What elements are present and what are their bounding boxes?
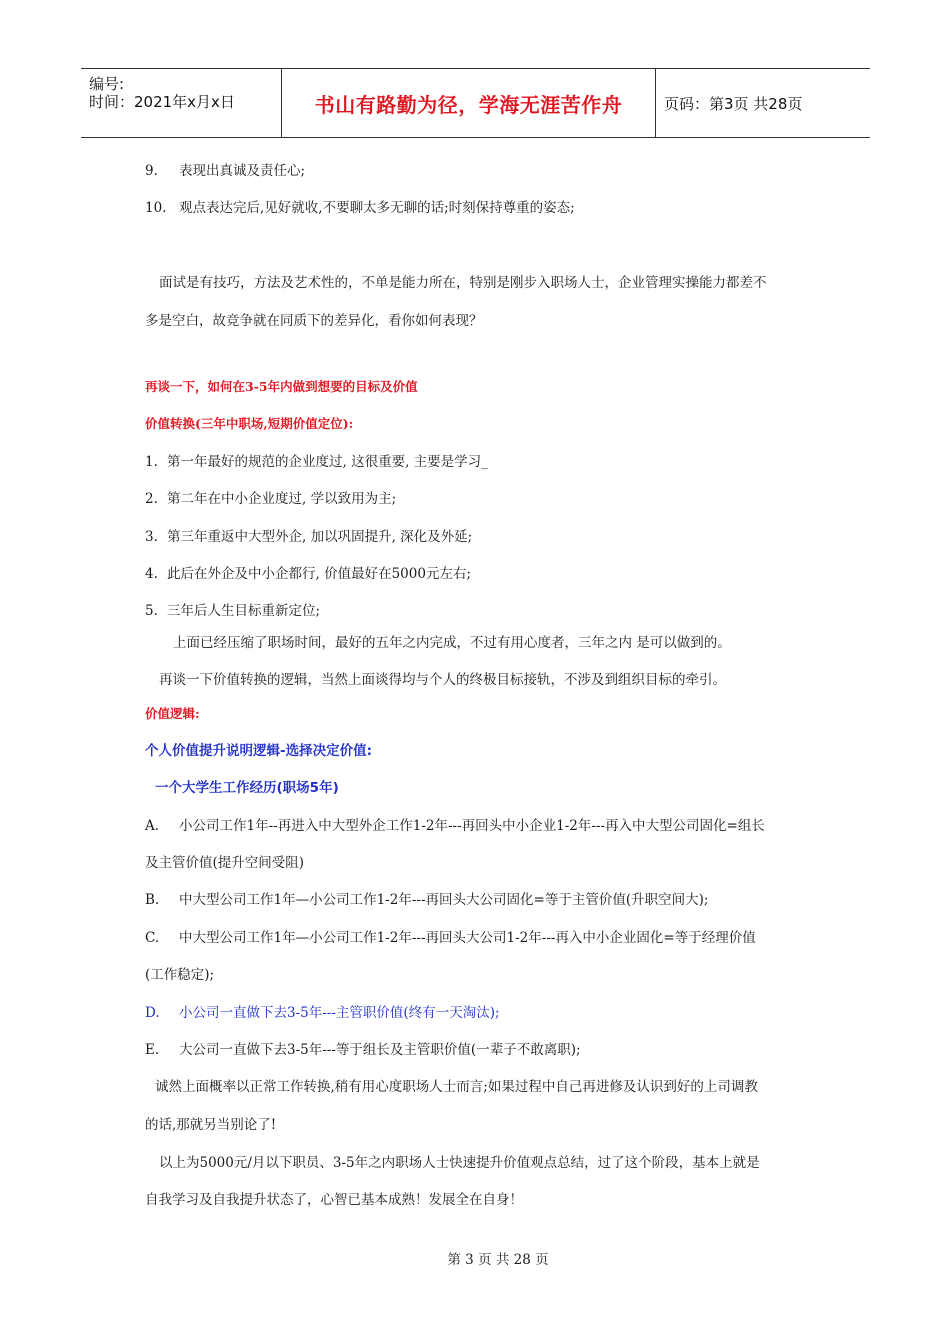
list-number: 2.	[145, 491, 158, 507]
paragraph-line: 上面已经压缩了职场时间，最好的五年之内完成，不过有用心度者，三年之内 是可以做到的。	[173, 635, 731, 651]
time-label: 时间：2021年x月x日	[89, 93, 235, 111]
option-text: 小公司一直做下去3-5年---主管职价值(终有一天淘汰);	[179, 1005, 500, 1021]
list-item	[145, 162, 305, 180]
paragraph-line: 面试是有技巧，方法及艺术性的，不单是能力所在，特别是刚步入职场人士，企业管理实操能力都差不	[159, 275, 767, 291]
list-number: 10.	[145, 200, 167, 216]
section-heading: 价值逻辑:	[145, 706, 200, 721]
code-label: 编号:	[89, 75, 125, 93]
option-a	[145, 817, 765, 835]
option-d	[145, 1004, 500, 1022]
list-text: 此后在外企及中小企都行, 价值最好在5000元左右;	[167, 566, 471, 582]
option-c-continued: (工作稳定);	[145, 967, 215, 983]
list-text: 第二年在中小企业度过, 学以致用为主;	[167, 491, 397, 507]
list-item	[145, 199, 575, 217]
list-number: 1.	[145, 454, 158, 470]
option-a-continued: 及主管价值(提升空间受阻)	[145, 855, 305, 871]
list-text: 第三年重返中大型外企, 加以巩固提升, 深化及外延;	[167, 529, 473, 545]
blue-subheading: 一个大学生工作经历(职场5年)	[155, 780, 339, 796]
paragraph-line: 的话,那就另当别论了!	[145, 1117, 277, 1133]
paragraph-line: 多是空白，故竞争就在同质下的差异化，看你如何表现？	[145, 313, 483, 329]
option-label: C.	[145, 930, 160, 946]
list-number: 9.	[145, 163, 158, 179]
option-text: 中大型公司工作1年—小公司工作1-2年---再回头大公司固化=等于主管价值(升职空间大);	[179, 892, 709, 908]
option-text: 中大型公司工作1年—小公司工作1-2年---再回头大公司1-2年---再入中小企业固化=等于经理价值	[179, 930, 756, 946]
option-label: A.	[145, 818, 160, 834]
list-item	[145, 602, 320, 620]
list-text: 三年后人生目标重新定位;	[167, 603, 321, 619]
page-header	[81, 68, 870, 138]
option-b	[145, 891, 708, 909]
option-label: B.	[145, 892, 160, 908]
paragraph-line: 自我学习及自我提升状态了，心智已基本成熟！发展全在自身！	[145, 1192, 523, 1208]
option-text: 大公司一直做下去3-5年---等于组长及主管职价值(一辈子不敢离职);	[179, 1042, 581, 1058]
list-item	[145, 453, 488, 471]
option-label: E.	[145, 1042, 160, 1058]
motto-text: 书山有路勤为径，学海无涯苦作舟	[314, 92, 623, 117]
option-label: D.	[145, 1005, 160, 1021]
paragraph-line: 再谈一下价值转换的逻辑，当然上面谈得均与个人的终极目标接轨，不涉及到组织目标的牵引。	[159, 672, 726, 688]
section-heading: 再谈一下，如何在3-5年内做到想要的目标及价值	[145, 379, 418, 394]
header-info-cell	[81, 69, 282, 137]
paragraph-line: 诚然上面概率以正常工作转换,稍有用心度职场人士而言;如果过程中自己再进修及认识到好的上司调教	[155, 1079, 758, 1095]
list-item	[145, 528, 472, 546]
list-text: 表现出真诚及责任心;	[179, 163, 306, 179]
header-motto-cell	[282, 69, 656, 137]
header-page-cell	[656, 69, 870, 137]
list-number: 3.	[145, 529, 158, 545]
list-item	[145, 565, 471, 583]
option-c	[145, 929, 756, 947]
list-text: 观点表达完后,见好就收,不要聊太多无聊的话;时刻保持尊重的姿态;	[179, 200, 575, 216]
blue-heading: 个人价值提升说明逻辑-选择决定价值:	[145, 743, 373, 759]
list-text: 第一年最好的规范的企业度过, 这很重要, 主要是学习_	[167, 454, 488, 470]
page-label: 页码：第3页 共28页	[664, 94, 803, 113]
section-heading: 价值转换(三年中职场,短期价值定位):	[145, 416, 354, 431]
list-item	[145, 490, 396, 508]
page-footer: 第 3 页 共 28 页	[447, 1252, 549, 1268]
option-text: 小公司工作1年--再进入中大型外企工作1-2年---再回头中小企业1-2年---再入中大型公司固化=组长	[179, 818, 765, 834]
paragraph-line: 以上为5000元/月以下职员、3-5年之内职场人士快速提升价值观点总结，过了这个阶段，基本上就是	[159, 1155, 760, 1171]
list-number: 4.	[145, 566, 158, 582]
option-e	[145, 1041, 581, 1059]
list-number: 5.	[145, 603, 158, 619]
